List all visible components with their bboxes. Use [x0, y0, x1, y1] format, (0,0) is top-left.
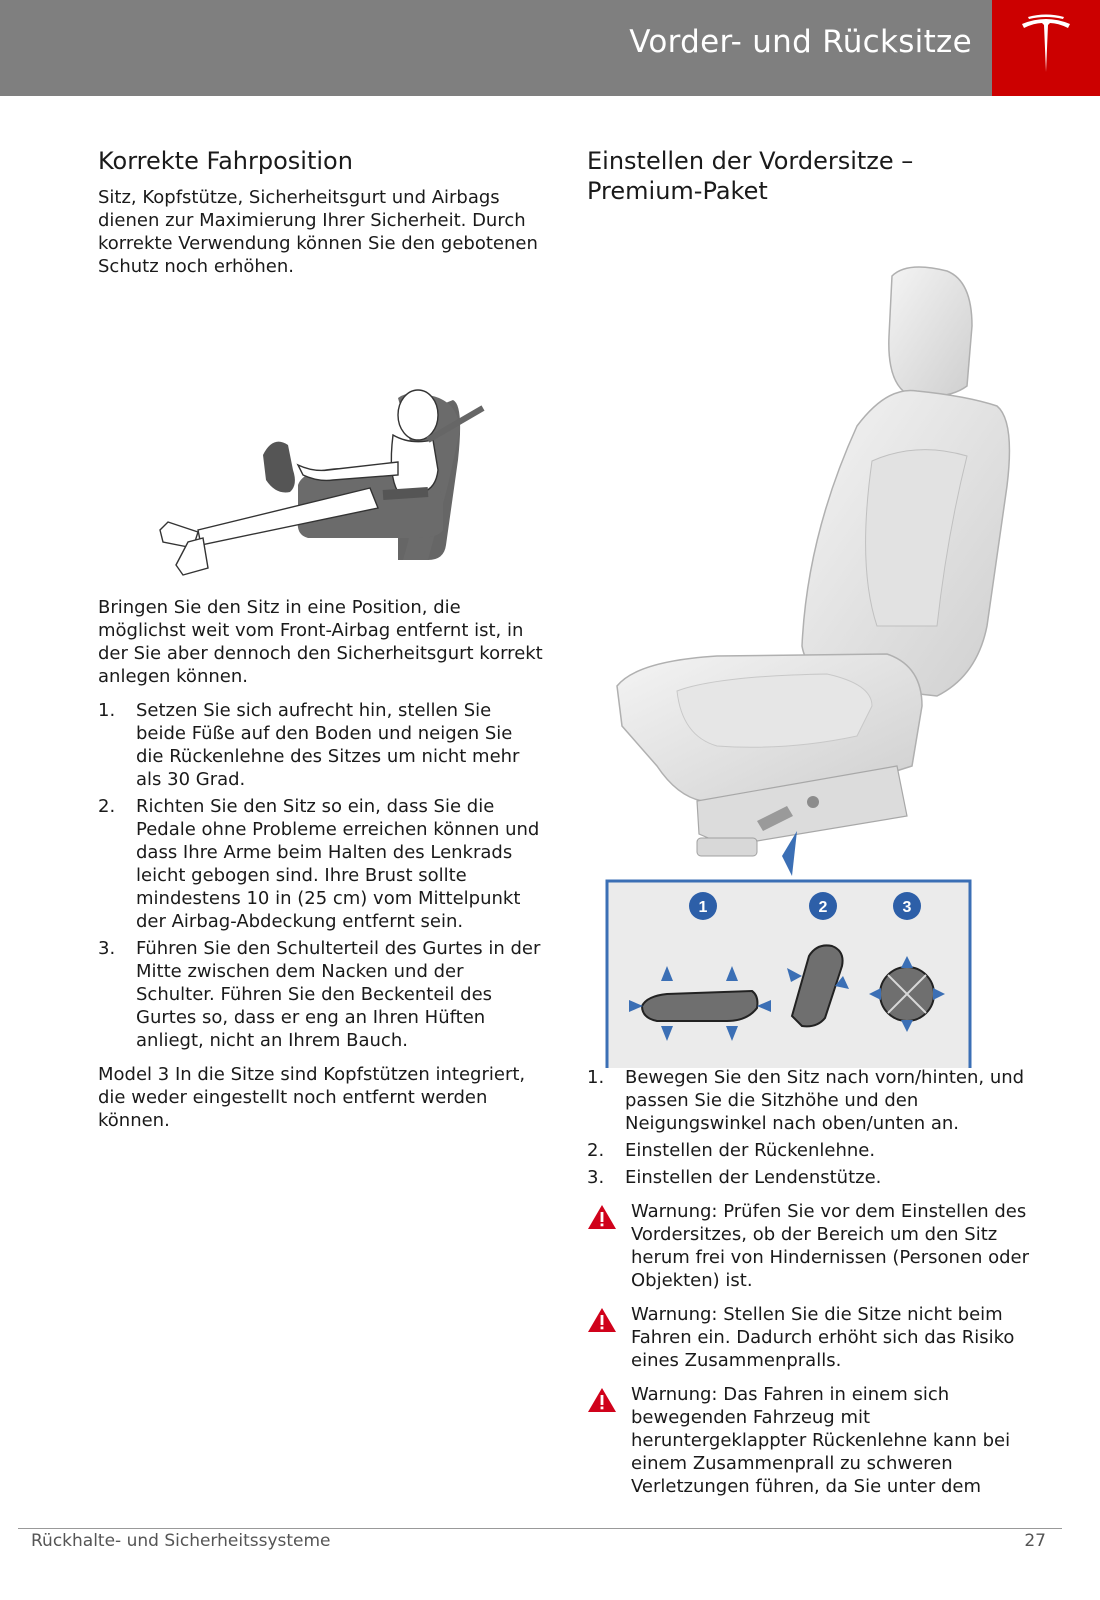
section-heading-driving-position: Korrekte Fahrposition	[98, 147, 353, 175]
page-number: 27	[1024, 1531, 1046, 1551]
list-item: 3. Einstellen der Lendenstütze.	[587, 1167, 882, 1188]
warning-box: Warnung: Das Fahren in einem sich bewegenden Fahrzeug mit heruntergeklappter Rückenlehne kann bei einem Zusammenprall zu schweren Verletzungen führen, da Sie unter dem	[587, 1383, 1037, 1498]
warning-icon	[587, 1387, 617, 1413]
left-column	[98, 146, 543, 1132]
warnings-list	[587, 1200, 1037, 1498]
list-item: 2. Einstellen der Rückenlehne.	[587, 1140, 876, 1161]
header-bar	[0, 0, 1100, 96]
right-column	[587, 146, 1037, 1509]
seat-position-switch	[642, 991, 757, 1021]
intro-paragraph: Sitz, Kopfstütze, Sicherheitsgurt und Airbags dienen zur Maximierung Ihrer Sicherheit. Durch korrekte Verwendung können Sie den gebotenen Schutz noch erhöhen.	[98, 187, 538, 277]
steering-wheel	[263, 442, 295, 493]
position-paragraph: Bringen Sie den Sitz in eine Position, die möglichst weit vom Front-Airbag entfernt ist, in der Sie aber dennoch den Sicherheitsgurt korrekt anlegen können.	[98, 597, 543, 687]
footer-section-name: Rückhalte- und Sicherheitssysteme	[31, 1531, 331, 1551]
warning-box: Warnung: Stellen Sie die Sitze nicht beim Fahren ein. Dadurch erhöht sich das Risiko eines Zusammenpralls.	[587, 1303, 1037, 1372]
position-steps	[98, 699, 543, 1052]
callout-1: 1	[698, 899, 708, 916]
warning-box: Warnung: Prüfen Sie vor dem Einstellen des Vordersitzes, ob der Bereich um den Sitz herum frei von Hindernissen (Personen oder Objekten) ist.	[587, 1200, 1037, 1292]
warning-icon	[587, 1204, 617, 1230]
tesla-logo-icon	[1018, 14, 1074, 74]
footer-divider	[18, 1528, 1062, 1529]
list-item: 1. Setzen Sie sich aufrecht hin, stellen Sie beide Füße auf den Boden und neigen Sie die Rückenlehne des Sitzes um nicht mehr als 30 Grad.	[98, 700, 520, 790]
warning-icon	[587, 1307, 617, 1333]
headrest	[889, 267, 972, 396]
list-item: 1. Bewegen Sie den Sitz nach vorn/hinten, und passen Sie die Sitzhöhe und den Neigungswinkel nach oben/unten an.	[587, 1067, 1025, 1134]
page-title: Vorder- und Rücksitze	[629, 24, 972, 60]
warning-label: Warnung:	[631, 1304, 718, 1325]
warning-label: Warnung:	[631, 1384, 718, 1405]
callout-2: 2	[818, 899, 828, 916]
list-item: 3. Führen Sie den Schulterteil des Gurtes in der Mitte zwischen dem Nacken und der Schulter. Führen Sie den Beckenteil des Gurtes so, dass er eng an Ihren Hüften anliegt, nicht an Ihrem Bauch.	[98, 938, 541, 1051]
driving-posture-figure	[98, 278, 543, 596]
callout-3: 3	[902, 899, 912, 916]
seat-figure	[587, 206, 1037, 1068]
brand-logo	[992, 0, 1100, 96]
section-heading-seat-adjust: Einstellen der Vordersitze – Premium-Paket	[587, 147, 914, 205]
adjust-steps	[587, 1066, 1037, 1189]
headrest-note: Model 3 In die Sitze sind Kopfstützen integriert, die weder eingestellt noch entfernt werden können.	[98, 1064, 526, 1131]
list-item: 2. Richten Sie den Sitz so ein, dass Sie die Pedale ohne Probleme erreichen können und dass Ihre Arme beim Halten des Lenkrads leicht gebogen sind. Ihre Brust sollte mindestens 10 in (25 cm) vom Mittelpunkt der Airbag-Abdeckung entfernt sein.	[98, 796, 540, 932]
warning-label: Warnung:	[631, 1201, 718, 1222]
